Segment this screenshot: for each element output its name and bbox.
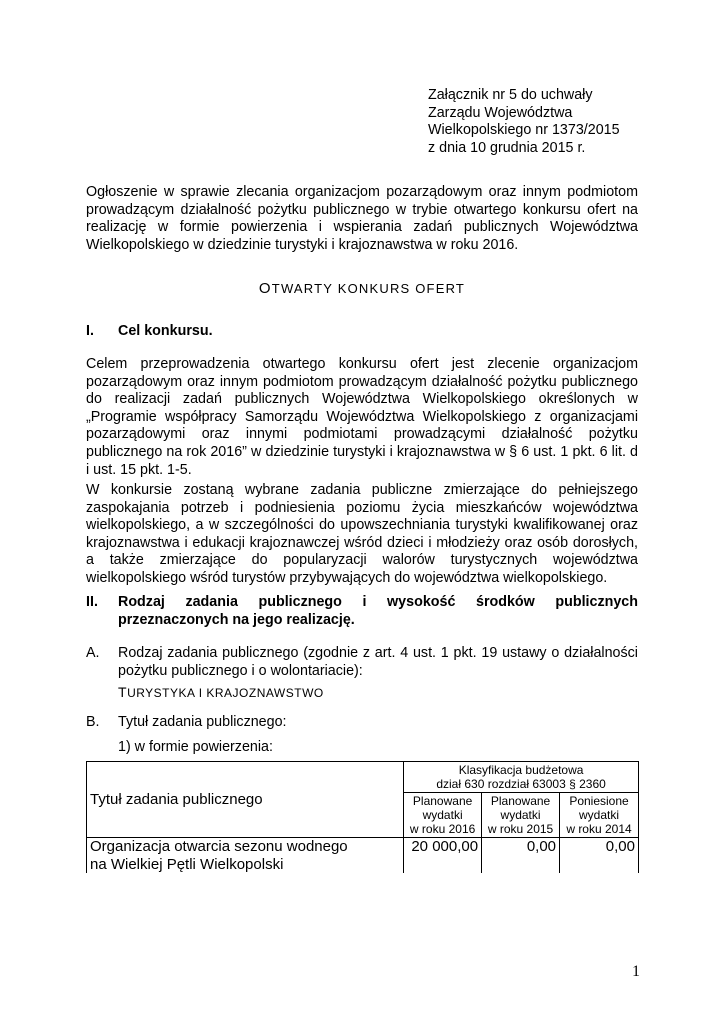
task-title-line: Organizacja otwarcia sezonu wodnego	[90, 838, 348, 855]
task-type-value	[118, 684, 324, 703]
column-header-line: w roku 2016	[409, 822, 476, 836]
column-header-line: wydatki	[422, 808, 463, 822]
annex-line: Zarządu Województwa	[428, 104, 573, 121]
classification-line: Klasyfikacja budżetowa	[458, 763, 584, 777]
section-title: Cel konkursu.	[118, 323, 213, 339]
section-2-heading	[86, 594, 638, 629]
column-header-2015	[482, 793, 560, 838]
column-header-line: wydatki	[500, 808, 541, 822]
subsection-b-item-1: 1) w formie powierzenia:	[118, 739, 273, 755]
intro-paragraph: Ogłoszenie w sprawie zlecania organizacjom pozarządowym oraz innym podmiotom prowadzącym działalność pożytku publicznego w trybie otwartego konkursu ofert na realizację w formie powierzenia i wspierania zadań publicznych Województwa Wielkopolskiego w dziedzinie turystyki i krajoznawstwa w roku 2016.	[86, 184, 638, 253]
task-type-initial: T	[118, 684, 128, 700]
table-row	[87, 838, 639, 874]
column-header-line: w roku 2015	[487, 822, 554, 836]
table-header-row	[87, 762, 639, 793]
section-1-paragraph-1: Celem przeprowadzenia otwartego konkursu ofert jest zlecenie organizacjom pozarządowym oraz innym podmiotom prowadzącym działalność pożytku publicznego do realizacji zadań publicznych Województwa Wielkopolskiego określonych w „Programie współpracy Samorządu Województwa Wielkopolskiego z organizacjami pozarządowymi oraz innymi podmiotami prowadzącymi działalność pożytku publicznego na rok 2016” w dziedzinie turystyki i krajoznawstwa w § 6 ust. 1 pkt. 6 lit. d i ust. 15 pkt. 1-5.	[86, 356, 638, 478]
subsection-text: Tytuł zadania publicznego:	[118, 714, 287, 730]
value-2014-cell: 0,00	[560, 838, 639, 874]
annex-line: Wielkopolskiego nr 1373/2015	[428, 122, 620, 139]
column-header-2014	[560, 793, 639, 838]
section-1-paragraph-2: W konkursie zostaną wybrane zadania publiczne zmierzające do pełniejszego zaspokajania potrzeb i podniesienia poziomu życia mieszkańców województwa wielkopolskiego, a w szczególności do upowszechniania turystyki kwalifikowanej oraz krajoznawstwa i edukacji krajoznawczej wśród dzieci i młodzieży oraz osób dorosłych, a także zmierzające do popularyzacji walorów turystycznych województwa wielkopolskiego wśród turystów przybywających do województwa wielkopolskiego.	[86, 482, 638, 586]
subsection-letter: A.	[86, 645, 100, 661]
value-2015-cell: 0,00	[482, 838, 560, 874]
column-header-line: Poniesione	[569, 794, 629, 808]
budget-table	[86, 761, 639, 873]
subsection-a	[86, 645, 638, 680]
page-number: 1	[632, 963, 640, 980]
column-header-line: wydatki	[579, 808, 620, 822]
task-title-line: na Wielkiej Pętli Wielkopolski	[90, 855, 284, 873]
column-header-line: w roku 2014	[566, 822, 632, 836]
classification-header-cell	[404, 762, 639, 793]
subsection-letter: B.	[86, 714, 100, 730]
section-number: II.	[86, 594, 98, 610]
classification-line: dział 630 rozdział 63003 § 2360	[436, 777, 606, 791]
task-title-cell	[87, 838, 404, 874]
heading-rest: TWARTY KONKURS OFERT	[271, 281, 466, 296]
title-header-cell: Tytuł zadania publicznego	[87, 762, 404, 838]
annex-line: z dnia 10 grudnia 2015 r.	[428, 139, 586, 156]
annex-line: Załącznik nr 5 do uchwały	[428, 87, 593, 103]
subsection-text: Rodzaj zadania publicznego (zgodnie z art. 4 ust. 1 pkt. 19 ustawy o działalności pożytku publicznego i o wolontariacie):	[118, 645, 638, 679]
heading-initial: O	[258, 280, 272, 297]
column-header-2016	[404, 793, 482, 838]
value-2016-cell: 20 000,00	[404, 838, 482, 874]
column-header-line: Planowane	[412, 794, 473, 808]
section-title: Rodzaj zadania publicznego i wysokość środków publicznych przeznaczonych na jego realizację.	[118, 594, 638, 628]
section-1-heading	[86, 323, 213, 341]
document-heading	[86, 280, 638, 298]
task-type-rest: URYSTYKA I KRAJOZNAWSTWO	[127, 686, 324, 700]
annex-header	[428, 87, 668, 157]
column-header-line: Planowane	[490, 794, 551, 808]
section-number: I.	[86, 323, 94, 339]
